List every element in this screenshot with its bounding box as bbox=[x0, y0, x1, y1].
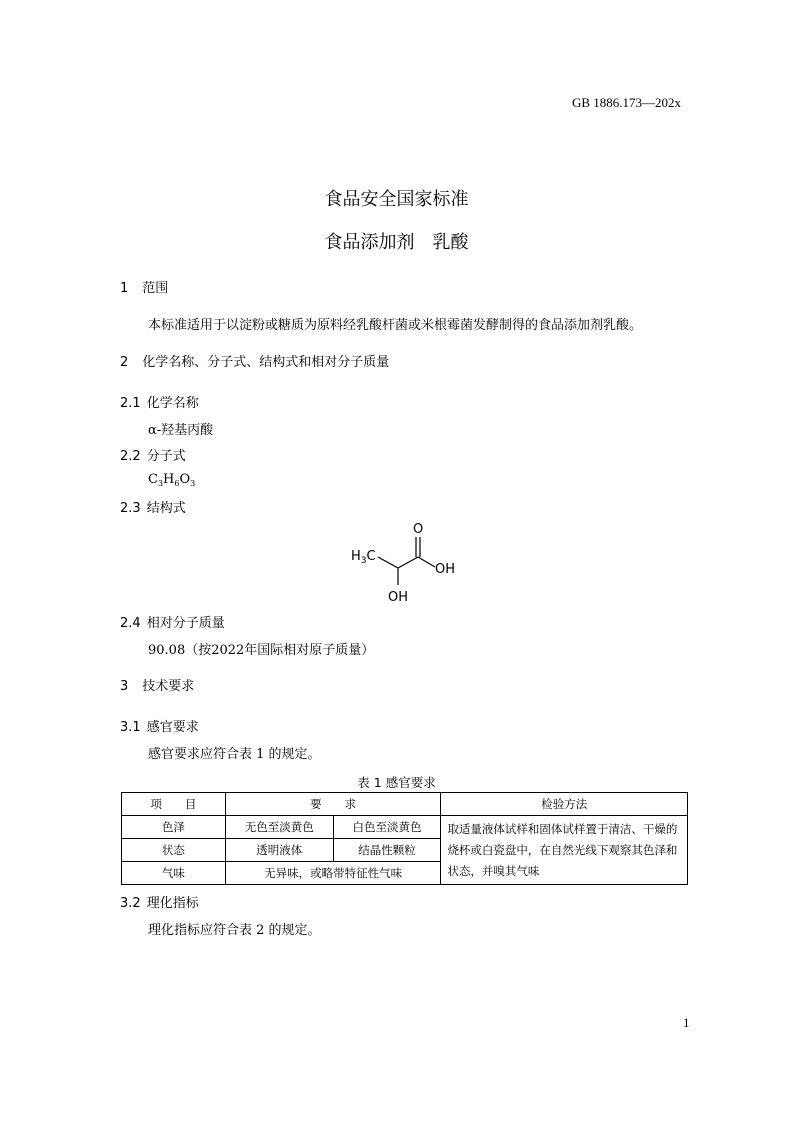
carboxyl-oh-label: OH bbox=[435, 562, 456, 577]
table-cell-item: 气味 bbox=[122, 862, 226, 885]
molecular-weight: 90.08（按2022年国际相对原子质量） bbox=[148, 643, 375, 658]
section-title: 化学名称 bbox=[146, 396, 199, 411]
section-title: 分子式 bbox=[146, 449, 186, 464]
standard-number: GB 1886.173—202x bbox=[572, 95, 682, 110]
header-cell-item: 项 目 bbox=[122, 793, 226, 816]
section-title: 相对分子质量 bbox=[146, 616, 225, 631]
page-subtitle: 食品添加剂 乳酸 bbox=[324, 232, 469, 253]
carbonyl-oxygen-label: O bbox=[413, 522, 424, 537]
section-title: 技术要求 bbox=[142, 679, 195, 694]
section-number: 3.2 bbox=[120, 896, 141, 911]
section-number: 3.1 bbox=[120, 720, 141, 735]
table-cell-method: 取适量液体试样和固体试样置于清洁、干燥的烧杯或白瓷盘中，在自然光线下观察其色泽和状态，并嗅其气味 bbox=[441, 816, 688, 885]
section-title: 化学名称、分子式、结构式和相对分子质量 bbox=[142, 355, 390, 370]
section-title: 范围 bbox=[142, 281, 169, 296]
physicochemical-paragraph: 理化指标应符合表 2 的规定。 bbox=[148, 923, 321, 938]
methyl-label: $H_3C$ bbox=[351, 549, 376, 566]
table-row bbox=[122, 816, 688, 839]
section-3-heading bbox=[120, 675, 194, 694]
section-2-1-heading bbox=[120, 392, 199, 411]
section-number: 2.4 bbox=[120, 616, 141, 631]
section-2-3-heading bbox=[120, 497, 186, 516]
section-2-heading bbox=[120, 351, 389, 370]
section-title: 感官要求 bbox=[146, 720, 199, 735]
table-cell-liquid: 透明液体 bbox=[225, 839, 333, 862]
section-number: 1 bbox=[120, 281, 129, 296]
section-number: 3 bbox=[120, 679, 129, 694]
scope-paragraph: 本标准适用于以淀粉或糖质为原料经乳酸杆菌或米根霉菌发酵制得的食品添加剂乳酸。 bbox=[148, 318, 643, 333]
sensory-table bbox=[121, 792, 688, 885]
table-cell-solid: 白色至淡黄色 bbox=[333, 816, 441, 839]
page-title: 食品安全国家标准 bbox=[324, 189, 469, 210]
table-caption: 表 1 感官要求 bbox=[357, 775, 436, 790]
header-cell-method: 检验方法 bbox=[441, 793, 688, 816]
molecular-formula: $C_3H_6O_3$ bbox=[148, 472, 196, 488]
structural-formula bbox=[340, 515, 470, 607]
section-2-4-heading bbox=[120, 612, 225, 631]
table-cell-solid: 结晶性颗粒 bbox=[333, 839, 441, 862]
table-cell-item: 色泽 bbox=[122, 816, 226, 839]
section-title: 结构式 bbox=[146, 501, 186, 516]
section-number: 2.2 bbox=[120, 449, 141, 464]
section-number: 2.1 bbox=[120, 396, 141, 411]
section-number: 2.3 bbox=[120, 501, 141, 516]
chemical-name: α-羟基丙酸 bbox=[148, 423, 214, 438]
section-number: 2 bbox=[120, 355, 129, 370]
table-cell-item: 状态 bbox=[122, 839, 226, 862]
section-3-2-heading bbox=[120, 892, 199, 911]
table-cell-merged: 无异味，或略带特征性气味 bbox=[225, 862, 441, 885]
section-1-heading bbox=[120, 277, 168, 296]
table-cell-liquid: 无色至淡黄色 bbox=[225, 816, 333, 839]
table-header-row bbox=[122, 793, 688, 816]
section-title: 理化指标 bbox=[146, 896, 199, 911]
section-2-2-heading bbox=[120, 445, 186, 464]
header-cell-requirement: 要 求 bbox=[225, 793, 441, 816]
section-3-1-heading bbox=[120, 716, 199, 735]
sensory-paragraph: 感官要求应符合表 1 的规定。 bbox=[148, 747, 321, 762]
page-number: 1 bbox=[683, 1015, 690, 1030]
hydroxyl-oh-label: OH bbox=[388, 590, 409, 605]
